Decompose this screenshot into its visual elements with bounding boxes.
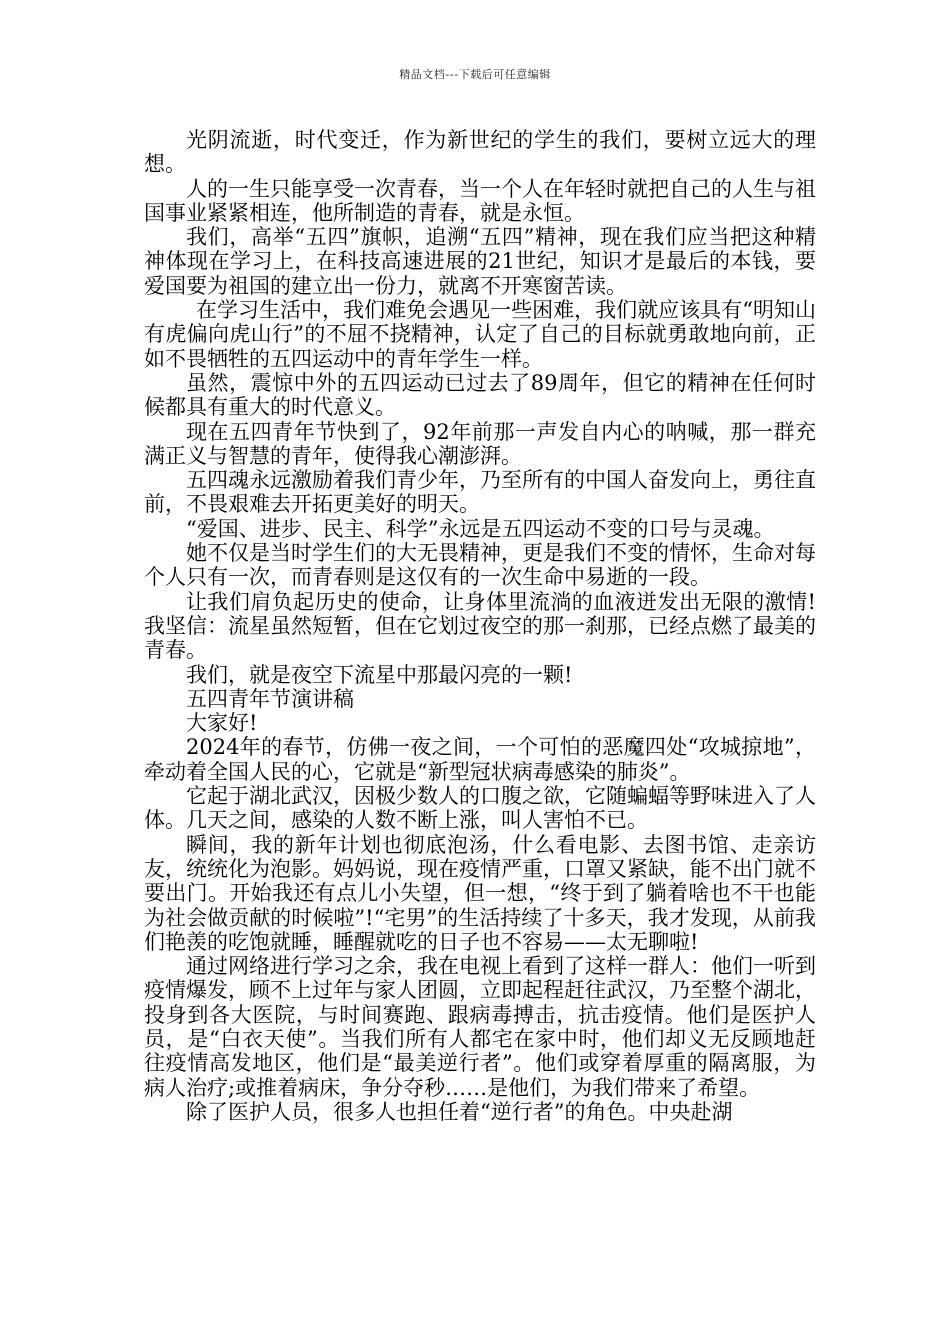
paragraph: 除了医护人员，很多人也担任着“逆行者”的角色。中央赴湖 <box>186 1099 733 1124</box>
paragraph: 在学习生活中，我们难免会遇见一些困难，我们就应该具有“明知山有虎偏向虎山行”的不屈不挠精神，认定了自己的目标就勇敢地向前，正如不畏牺牲的五四运动中的青年学生一样。 <box>144 298 816 371</box>
paragraph: 瞬间，我的新年计划也彻底泡汤，什么看电影、去图书馆、走亲访友，统统化为泡影。妈妈说，现在疫情严重，口罩又紧缺，能不出门就不要出门。开始我还有点儿小失望，但一想，“终于到了躺着啥也不干也能为社会做贡献的时候啦”!“宅男”的生活持续了十多天，我才发现，从前我们艳羡的吃饱就睡，睡醒就吃的日子也不容易——太无聊啦! <box>144 832 816 954</box>
paragraph: 虽然，震惊中外的五四运动已过去了89周年，但它的精神在任何时候都具有重大的时代意义。 <box>144 370 816 420</box>
paragraph: 现在五四青年节快到了，92年前那一声发自内心的呐喊，那一群充满正义与智慧的青年，使得我心潮澎湃。 <box>144 419 816 468</box>
paragraph: 它起于湖北武汉，因极少数人的口腹之欲，它随蝙蝠等野味进入了人体。几天之间，感染的人数不断上涨，叫人害怕不已。 <box>144 784 816 833</box>
paragraph: 人的一生只能享受一次青春，当一个人在年轻时就把自己的人生与祖国事业紧紧相连，他所制造的青春，就是永恒。 <box>144 176 816 225</box>
paragraph: 让我们肩负起历史的使命，让身体里流淌的血液迸发出无限的激情!我坚信：流星虽然短暂，但在它划过夜空的那一刹那，已经点燃了最美的青春。 <box>144 589 816 663</box>
greeting: 大家好! <box>186 711 258 736</box>
paragraph: 我们，就是夜空下流星中那最闪亮的一颗! <box>186 662 573 687</box>
paragraph: 光阴流逝，时代变迁，作为新世纪的学生的我们，要树立远大的理想。 <box>144 128 816 177</box>
document-body <box>144 128 816 1124</box>
paragraph: 通过网络进行学习之余，我在电视上看到了这样一群人：他们一听到疫情爆发，顾不上过年与家人团圆，立即起程赶往武汉，乃至整个湖北，投身到各大医院，与时间赛跑、跟病毒搏击，抗击疫情。他们是医护人员，是“白衣天使”。当我们所有人都宅在家中时，他们却义无反顾地赶往疫情高发地区，他们是“最美逆行者”。他们或穿着厚重的隔离服，为病人治疗;或推着病床，争分夺秒……是他们，为我们带来了希望。 <box>144 954 816 1100</box>
speech-title: 五四青年节演讲稿 <box>186 686 354 711</box>
paragraph: 我们，高举“五四”旗帜，追溯“五四”精神，现在我们应当把这种精神体现在学习上，在科技高速进展的21世纪，知识才是最后的本钱，要爱国要为祖国的建立出一份力，就离不开寒窗苦读。 <box>144 225 816 298</box>
page-header: 精品文档---下载后可任意编辑 <box>399 68 551 81</box>
paragraph: 五四魂永远激励着我们青少年，乃至所有的中国人奋发向上，勇往直前，不畏艰难去开拓更美好的明天。 <box>144 468 816 517</box>
paragraph: “爱国、进步、民主、科学”永远是五四运动不变的口号与灵魂。 <box>186 516 775 541</box>
paragraph: 她不仅是当时学生们的大无畏精神，更是我们不变的情怀，生命对每个人只有一次，而青春则是这仅有的一次生命中易逝的一段。 <box>144 541 816 590</box>
paragraph: 2024年的春节，仿佛一夜之间，一个可怕的恶魔四处“攻城掠地”，牵动着全国人民的心，它就是“新型冠状病毒感染的肺炎”。 <box>144 735 816 784</box>
